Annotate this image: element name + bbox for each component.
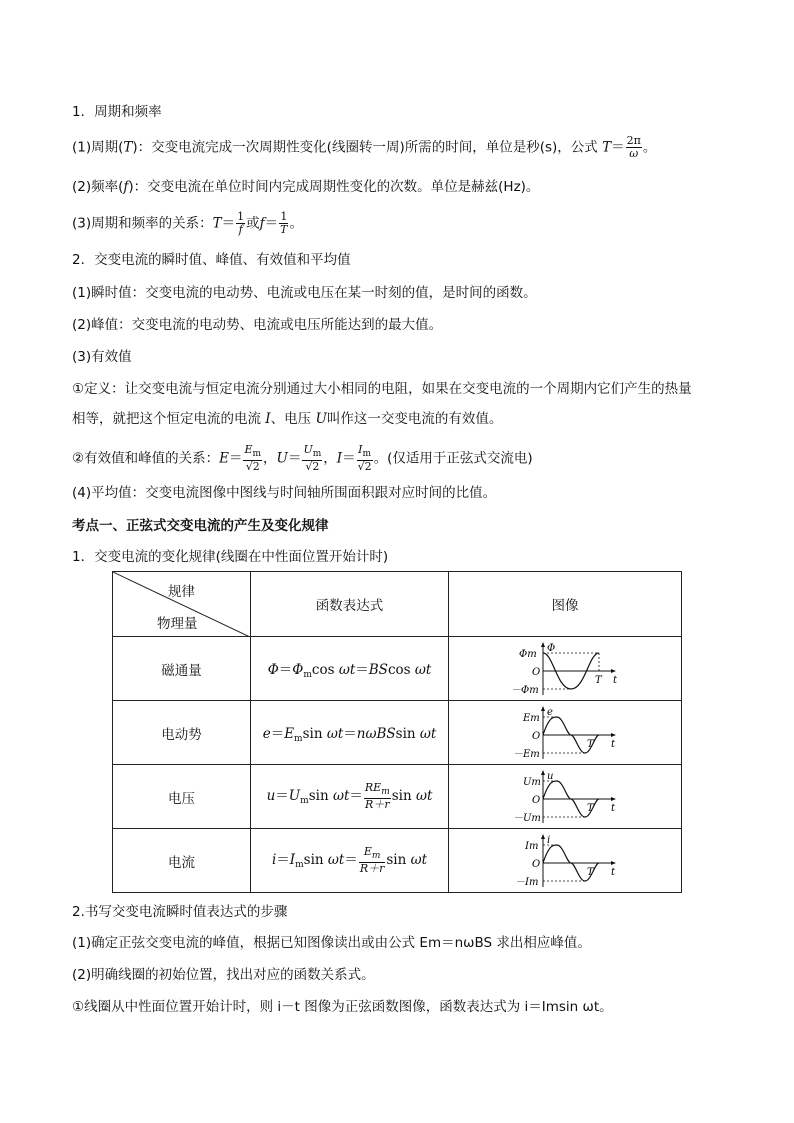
variation-law-table (112, 571, 682, 893)
emf-sin-graph (505, 705, 625, 761)
text-fragment: 相等，就把这个恒定电流的电流 (72, 411, 266, 427)
current-sin-graph (505, 833, 625, 889)
row-graph-cell (449, 765, 682, 829)
text-fragment: 、电压 (270, 411, 316, 427)
fraction-numerator: 2π (626, 134, 641, 147)
row-name: 电压 (113, 765, 251, 829)
peak-value: (2)峰值：交变电流的电动势、电流或电压所能达到的最大值。 (72, 317, 443, 333)
text-fragment: 。 (289, 215, 303, 232)
row-graph-cell (449, 637, 682, 701)
text-fragment: (3)周期和频率的关系： (72, 215, 213, 232)
period-label: T (595, 674, 602, 686)
step-2-item-1: ①线圈从中性面位置开始计时，则 i－t 图像为正弦函数图像，函数表达式为 i＝Imsin ωt。 (72, 999, 613, 1015)
table-header-row (113, 572, 682, 637)
table-row (113, 637, 682, 701)
comma: ， (263, 450, 277, 467)
origin-label: O (532, 666, 541, 678)
y-min-label: －Im (515, 876, 539, 888)
period-frequency-relation (72, 211, 732, 236)
x-axis-label: t (611, 802, 616, 814)
x-axis-label: t (613, 674, 618, 686)
origin-label: O (532, 794, 541, 806)
row-name: 磁通量 (113, 637, 251, 701)
y-axis-label: i (547, 834, 551, 846)
fraction-denominator: f (238, 223, 243, 236)
step-2: (2)明确线圈的初始位置，找出对应的函数关系式。 (72, 967, 375, 983)
text-fragment: (1)周期( (72, 139, 124, 156)
origin-label: O (532, 730, 541, 742)
text-fragment: 。 (642, 139, 657, 156)
period-label: T (587, 802, 594, 814)
header-law: 规律 (168, 584, 195, 600)
subscript-m: m (362, 449, 372, 459)
fraction-Um-over-root2 (302, 444, 322, 473)
fraction-1-over-f (236, 211, 245, 236)
text-fragment: 或 (246, 215, 260, 232)
x-axis-label: t (611, 738, 616, 750)
fraction-denominator: ω (629, 147, 639, 160)
y-max-label: Im (525, 840, 539, 852)
fraction-denominator: √2 (305, 460, 320, 473)
average-value: (4)平均值：交变电流图像中图线与时间轴所围面积跟对应时间的比值。 (72, 485, 497, 501)
equals-sign: ＝ (342, 450, 356, 467)
fraction-denominator: T (280, 223, 288, 236)
fraction-numerator: 1 (280, 210, 288, 223)
key-point-heading: 考点一、正弦式交变电流的产生及变化规律 (72, 518, 329, 534)
effective-value-heading: (3)有效值 (72, 349, 132, 365)
subscript-m: m (312, 449, 322, 459)
y-min-label: －Um (513, 812, 541, 824)
symbol-U: U (276, 450, 288, 467)
text-fragment: 。(仅适用于正弦式交流电) (373, 450, 533, 467)
symbol-I: I (265, 411, 271, 427)
origin-label: O (532, 858, 541, 870)
row-expression: $\Phi=\Phi_m\cos$ ωt＝BScos ωt (251, 637, 449, 701)
voltage-sin-graph (505, 769, 625, 825)
equals-sign: ＝ (264, 215, 279, 232)
symbol-f: f (259, 215, 265, 232)
instantaneous-value: (1)瞬时值：交变电流的电动势、电流或电压在某一时刻的值，是时间的函数。 (72, 285, 537, 301)
y-axis-label: Φ (547, 642, 556, 654)
equals-sign: ＝ (611, 139, 625, 156)
fraction-Im-over-root2 (357, 444, 373, 473)
text-fragment: )：交变电流在单位时间内完成周期性变化的次数。单位是赫兹(Hz)。 (128, 179, 540, 195)
period-definition (72, 135, 732, 160)
table-row (113, 701, 682, 765)
symbol-I: I (336, 450, 343, 467)
fraction-1-over-T (279, 211, 288, 236)
symbol-I: I (358, 443, 363, 456)
symbol-T: T (602, 139, 612, 156)
section-heading-values: 2．交变电流的瞬时值、峰值、有效值和平均值 (72, 252, 351, 268)
y-min-label: －Φm (511, 684, 539, 696)
fraction-denominator: √2 (245, 460, 260, 473)
equals-sign: ＝ (221, 215, 236, 232)
row-expression: $u=U_m\sin$ ωt＝ $\frac{RE_m}{R+r}$ sin ωt (251, 765, 449, 829)
header-quantity: 物理量 (157, 616, 198, 632)
symbol-U: U (303, 443, 313, 456)
step-1: (1)确定正弦交变电流的峰值，根据已知图像读出或由公式 Em＝nωBS 求出相应峰值。 (72, 935, 591, 951)
text-fragment: )：交变电流完成一次周期性变化(线圈转一周)所需的时间，单位是秒(s)，公式 (132, 139, 603, 156)
symbol-E: E (244, 443, 253, 456)
variation-law-subheading: 1．交变电流的变化规律(线圈在中性面位置开始计时) (72, 549, 389, 565)
subscript-m: m (252, 449, 262, 459)
table-row (113, 829, 682, 893)
y-axis-label: e (547, 706, 553, 718)
symbol-U: U (315, 411, 327, 427)
fraction-denominator: √2 (357, 460, 372, 473)
y-min-label: －Em (513, 748, 540, 760)
x-axis-label: t (611, 866, 616, 878)
row-name: 电动势 (113, 701, 251, 765)
row-expression: $i=I_m\sin$ ωt＝ $\frac{E_m}{R+r}$ sin ωt (251, 829, 449, 893)
y-max-label: Φm (519, 648, 537, 660)
section-heading-period-frequency: 1．周期和频率 (72, 104, 162, 120)
symbol-f: f (123, 179, 129, 195)
fraction-numerator: 1 (237, 210, 245, 223)
row-name: 电流 (113, 829, 251, 893)
effective-definition-line1: ①定义：让交变电流与恒定电流分别通过大小相同的电阻，如果在交变电流的一个周期内它们产生的热量 (72, 381, 692, 397)
symbol-T: T (123, 139, 133, 156)
equals-sign: ＝ (228, 450, 243, 467)
header-graph: 图像 (449, 572, 682, 637)
flux-cos-graph (505, 641, 625, 697)
period-label: T (587, 738, 594, 750)
row-expression: $e=E_m\sin$ ωt＝nωBSsin ωt (251, 701, 449, 765)
header-expression: 函数表达式 (251, 572, 449, 637)
equals-sign: ＝ (287, 450, 302, 467)
fraction-2pi-over-omega (626, 135, 642, 160)
table-header-diagonal-cell (113, 572, 251, 637)
row-graph-cell (449, 701, 682, 765)
y-max-label: Em (523, 712, 540, 724)
text-fragment: 叫作这一交变电流的有效值。 (326, 411, 503, 427)
y-max-label: Um (523, 776, 541, 788)
fraction-Em-over-root2 (243, 444, 262, 473)
period-label: T (587, 866, 594, 878)
text-fragment: (2)频率( (72, 179, 124, 195)
steps-heading: 2.书写交变电流瞬时值表达式的步骤 (72, 904, 288, 920)
effective-peak-relation (72, 444, 732, 473)
effective-definition-line2 (72, 410, 732, 428)
text-fragment: ②有效值和峰值的关系： (72, 450, 220, 467)
symbol-T: T (212, 215, 222, 232)
symbol-E: E (219, 450, 229, 467)
row-graph-cell (449, 829, 682, 893)
y-axis-label: u (547, 770, 554, 782)
table-row (113, 765, 682, 829)
comma: ， (323, 450, 337, 467)
frequency-definition (72, 178, 732, 196)
